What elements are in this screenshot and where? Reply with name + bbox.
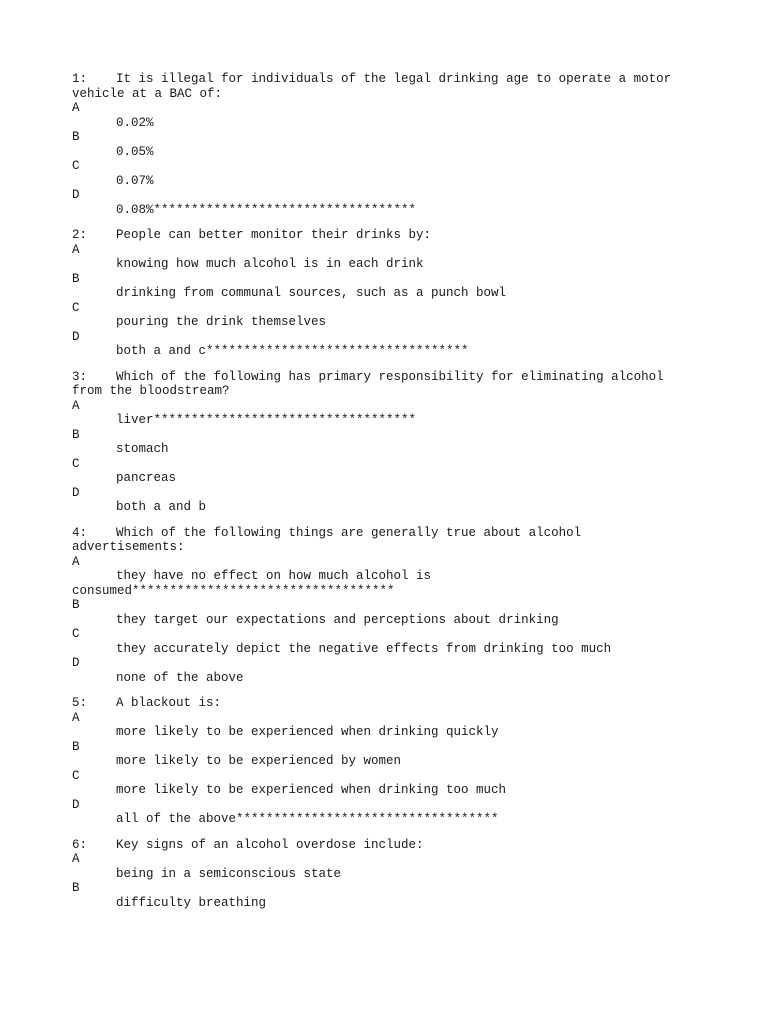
option-letter: D: [72, 797, 80, 812]
option-letter: A: [72, 852, 80, 866]
question-number: 2:: [72, 228, 88, 242]
question-stem: Which of the following things are generally true about alcohol advertisements:: [72, 525, 589, 554]
question-6: [72, 838, 692, 911]
option-letter: D: [72, 329, 80, 344]
quiz-document: [72, 72, 692, 921]
option-text: knowing how much alcohol is in each drink: [116, 257, 424, 271]
question-number: 3:: [72, 369, 88, 384]
option-letter: B: [72, 130, 80, 144]
question-3: [72, 370, 692, 515]
option-letter: D: [72, 485, 80, 500]
question-stem: Key signs of an alcohol overdose include:: [116, 837, 424, 852]
option-letter: D: [72, 656, 80, 670]
option-text: pouring the drink themselves: [116, 315, 327, 329]
option-text: stomach: [116, 442, 169, 456]
question-5: [72, 696, 692, 827]
option-letter: C: [72, 627, 80, 641]
option-text: more likely to be experienced when drinking quickly: [116, 725, 499, 739]
question-stem: A blackout is:: [116, 696, 222, 710]
option-text: 0.02%: [116, 115, 154, 130]
option-text: more likely to be experienced when drinking too much: [116, 783, 507, 797]
option-text-correct: 0.08%***********************************: [116, 202, 417, 217]
option-text-correct: both a and c***********************************: [116, 344, 469, 358]
option-letter: B: [72, 881, 80, 895]
option-letter: A: [72, 101, 80, 115]
question-stem: It is illegal for individuals of the legal drinking age to operate a motor vehicle at a BAC of:: [72, 72, 679, 101]
option-text: they target our expectations and perceptions about drinking: [116, 612, 559, 627]
option-text-correct: liver***********************************: [116, 413, 417, 427]
question-stem: Which of the following has primary responsibility for eliminating alcohol from the bloodstream?: [72, 369, 672, 398]
option-text: none of the above: [116, 670, 244, 685]
option-letter: B: [72, 739, 80, 754]
option-text-continuation: consumed***********************************: [72, 583, 395, 598]
option-letter: A: [72, 398, 80, 413]
option-letter: B: [72, 598, 80, 612]
question-number: 1:: [72, 72, 88, 86]
option-text: difficulty breathing: [116, 895, 267, 910]
question-2: [72, 228, 692, 359]
option-letter: C: [72, 300, 80, 315]
option-text: more likely to be experienced by women: [116, 754, 402, 768]
question-number: 5:: [72, 696, 88, 710]
question-4: [72, 526, 692, 686]
option-letter: D: [72, 188, 80, 202]
option-text-correct: [72, 569, 692, 598]
option-letter: A: [72, 710, 80, 725]
option-text: pancreas: [116, 471, 177, 485]
question-number: 6:: [72, 837, 88, 852]
question-stem: People can better monitor their drinks by:: [116, 228, 432, 242]
option-letter: B: [72, 427, 80, 442]
option-letter: C: [72, 456, 80, 471]
option-text: 0.07%: [116, 173, 154, 188]
option-text: they accurately depict the negative effects from drinking too much: [116, 641, 612, 656]
option-text: both a and b: [116, 500, 207, 514]
option-text-correct: all of the above***********************************: [116, 812, 499, 826]
option-text-line: they have no effect on how much alcohol is: [116, 569, 432, 583]
option-letter: C: [72, 768, 80, 783]
option-text: drinking from communal sources, such as a punch bowl: [116, 286, 507, 300]
question-number: 4:: [72, 525, 88, 540]
question-1: [72, 72, 692, 217]
option-text: being in a semiconscious state: [116, 866, 342, 881]
option-text: 0.05%: [116, 144, 154, 159]
option-letter: C: [72, 159, 80, 173]
option-letter: B: [72, 271, 80, 286]
option-letter: A: [72, 242, 80, 257]
option-letter: A: [72, 554, 80, 569]
